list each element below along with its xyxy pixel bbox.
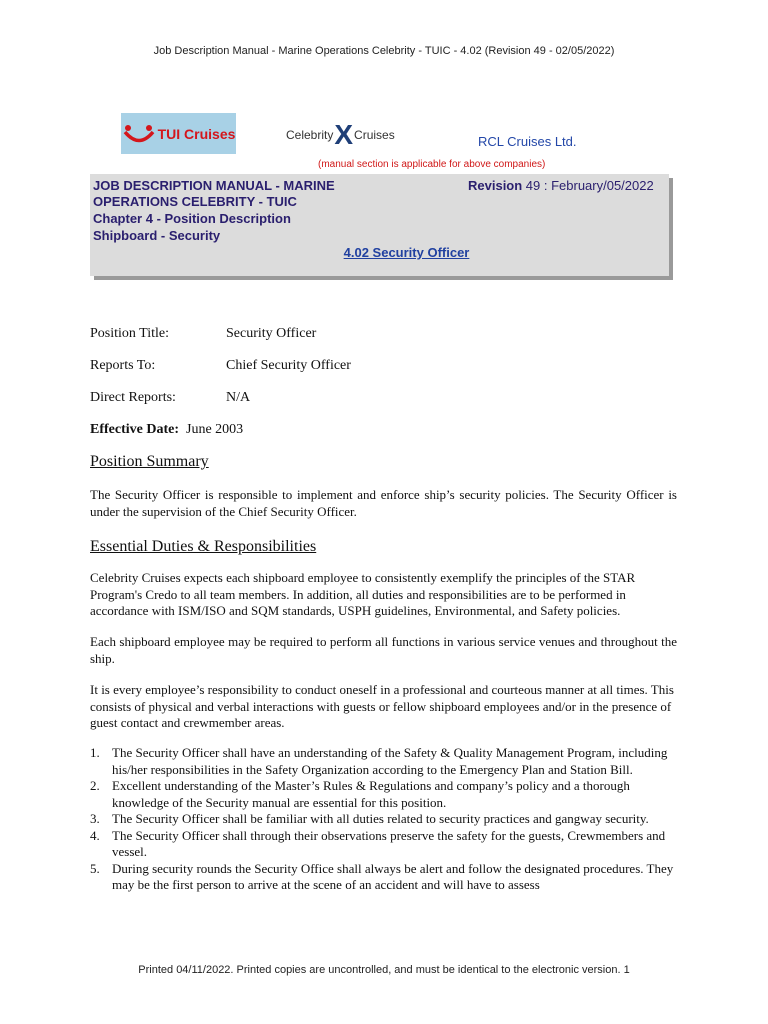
list-item (90, 828, 680, 861)
page-footer: Printed 04/11/2022. Printed copies are uncontrolled, and must be identical to the electronic version. 1 (138, 964, 630, 976)
list-item (90, 745, 680, 778)
revision-label: Revision (468, 178, 523, 193)
list-item-number: 3. (90, 811, 100, 826)
revision-value: 49 : February/05/2022 (522, 178, 654, 193)
tui-smile-icon (122, 121, 156, 147)
list-item (90, 861, 680, 894)
position-summary-heading: Position Summary (90, 453, 209, 470)
tui-cruises-logo (121, 113, 236, 154)
manual-applicability-note: (manual section is applicable for above companies) (318, 159, 546, 170)
effective-date-label: Effective Date: (90, 422, 180, 437)
direct-reports-field (90, 390, 250, 406)
position-subtitle (90, 245, 669, 260)
celebrity-x-icon: X (334, 119, 354, 150)
effective-date-value: June 2003 (186, 422, 244, 437)
title-box (90, 174, 669, 276)
celebrity-cruises-logo (286, 118, 395, 152)
direct-reports-value: N/A (226, 390, 251, 405)
essential-duties-heading: Essential Duties & Responsibilities (90, 538, 317, 555)
star-program-paragraph: Celebrity Cruises expects each shipboard employee to consistently exemplify the principles of the STAR Program's Credo to all team members. In addition, all duties and responsibilities are to be performed in accordance with ISM/ISO and SQM standards, USPH guidelines, Environmental, and Safety policies. (90, 570, 636, 618)
list-item-number: 4. (90, 827, 100, 843)
position-subtitle-text: 4.02 Security Officer (343, 245, 470, 260)
list-item-text: The Security Officer shall be familiar with all duties related to security practices and gangway security. (112, 811, 649, 826)
list-item-number: 2. (90, 778, 100, 793)
list-item-text: During security rounds the Security Office shall always be alert and follow the designated procedures. They may be the first person to arrive at the scene of an accident and will have to assess (112, 860, 674, 892)
direct-reports-label: Direct Reports: (90, 390, 176, 405)
list-item (90, 778, 680, 811)
position-title-label: Position Title: (90, 326, 169, 341)
list-item-number: 5. (90, 860, 100, 876)
celebrity-logo-left: Celebrity (286, 128, 334, 142)
duties-list (90, 745, 680, 894)
list-item-number: 1. (90, 745, 100, 760)
effective-date-field (90, 422, 243, 438)
reports-to-value: Chief Security Officer (226, 358, 351, 373)
position-title-value: Security Officer (226, 326, 317, 341)
position-title-field (90, 326, 316, 342)
running-header: Job Description Manual - Marine Operations Celebrity - TUIC - 4.02 (Revision 49 - 02/05/2022) (153, 45, 615, 57)
revision-info (468, 178, 654, 193)
tui-logo-text: TUI Cruises (157, 125, 236, 142)
rcl-cruises-logo: RCL Cruises Ltd. (478, 134, 577, 149)
title-line-1: JOB DESCRIPTION MANUAL - MARINE (93, 178, 335, 193)
conduct-paragraph: It is every employee’s responsibility to conduct oneself in a professional and courteous manner at all times. This consists of physical and verbal interactions with guests or fellow shipboard employees and/or in the presence of guest contact and crewmember areas. (90, 682, 674, 730)
chapter-title: Chapter 4 - Position Description (93, 211, 291, 226)
list-item (90, 811, 680, 828)
list-item-text: The Security Officer shall have an understanding of the Safety & Quality Management Program, including his/her responsibilities in the Safety Organization according to the Emergency Plan and Station Bill. (112, 745, 668, 777)
position-summary-text: The Security Officer is responsible to implement and enforce ship’s security policies. The Security Officer is under the supervision of the Chief Security Officer. (90, 487, 677, 519)
reports-to-field (90, 358, 351, 374)
list-item-text: The Security Officer shall through their observations preserve the safety for the guests, Crewmembers and vessel. (112, 827, 666, 859)
service-venues-paragraph: Each shipboard employee may be required to perform all functions in various service venues and throughout the ship. (90, 634, 677, 666)
reports-to-label: Reports To: (90, 358, 156, 373)
title-line-2: OPERATIONS CELEBRITY - TUIC (93, 194, 297, 209)
celebrity-logo-right: Cruises (354, 128, 395, 142)
section-title: Shipboard - Security (93, 228, 221, 243)
list-item-text: Excellent understanding of the Master’s Rules & Regulations and company’s policy and a thorough knowledge of the Security manual are essential for this position. (112, 778, 630, 810)
